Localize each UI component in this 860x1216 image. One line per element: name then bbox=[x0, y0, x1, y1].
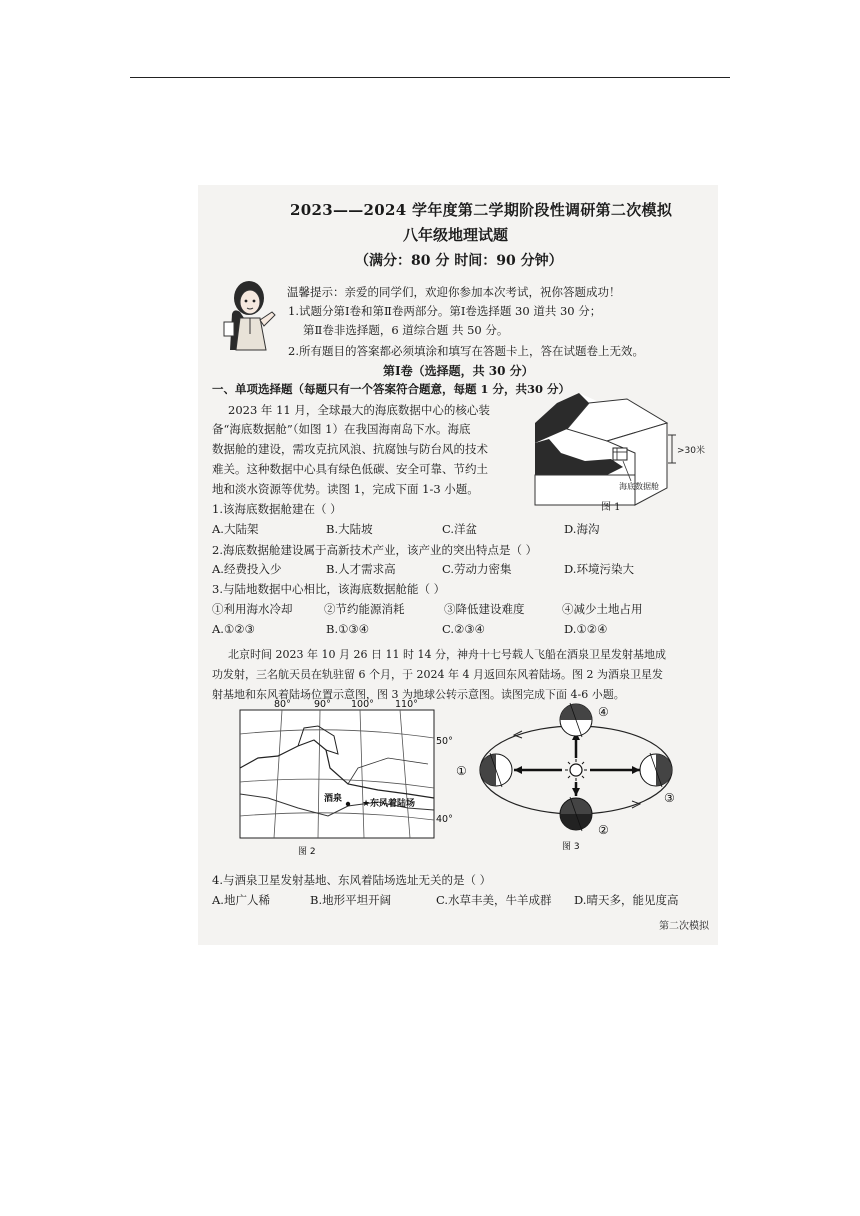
q4-option-d: D.晴天多，能见度高 bbox=[574, 893, 679, 907]
q1-option-a: A.大陆架 bbox=[212, 522, 259, 536]
fig1-device-label: 海底数据舱 bbox=[619, 482, 659, 491]
passage1-line: 数据舱的建设，需攻克抗风浪、抗腐蚀与防台风的技术 bbox=[212, 442, 488, 456]
q4-option-a: A.地广人稀 bbox=[212, 893, 270, 907]
q3-statement-2: ②节约能源消耗 bbox=[324, 602, 405, 616]
q1-stem: 1.该海底数据舱建在（ ） bbox=[212, 502, 342, 516]
q2-option-b: B.人才需求高 bbox=[326, 562, 396, 576]
lat-label: 40° bbox=[436, 814, 453, 825]
figure2-caption: 图 2 bbox=[298, 847, 316, 857]
lon-label: 90° bbox=[314, 699, 331, 710]
q2-option-d: D.环境污染大 bbox=[564, 562, 634, 576]
passage1-line: 难关。这种数据中心具有绿色低碳、安全可靠、节约土 bbox=[212, 462, 488, 476]
lon-label: 110° bbox=[395, 699, 418, 710]
q3-statement-1: ①利用海水冷却 bbox=[212, 602, 293, 616]
q1-option-b: B.大陆坡 bbox=[326, 522, 373, 536]
earth-position-1-icon bbox=[480, 753, 512, 787]
section-heading: 一、单项选择题（每题只有一个答案符合题意，每题 1 分，共30 分） bbox=[212, 382, 571, 396]
passage2-line: 北京时间 2023 年 10 月 26 日 11 时 14 分，神舟十七号载人飞船在酒泉卫星发射基地成 bbox=[228, 648, 666, 661]
q3-statement-4: ④减少土地占用 bbox=[562, 602, 643, 616]
sun-icon bbox=[565, 759, 587, 781]
q4-option-c: C.水草丰美，牛羊成群 bbox=[436, 893, 552, 907]
exam-subject: 八年级地理试题 bbox=[403, 226, 509, 244]
q4-stem: 4.与酒泉卫星发射基地、东风着陆场选址无关的是（ ） bbox=[212, 873, 492, 887]
q1-option-c: C.洋盆 bbox=[442, 522, 478, 536]
map-label-dongfeng: 东风着陆场 bbox=[370, 799, 416, 809]
notice-greeting: 温馨提示：亲爱的同学们，欢迎你参加本次考试，祝你答题成功！ bbox=[287, 285, 621, 299]
passage1-line: 备“海底数据舱”（如图 1）在我国海南岛下水。海底 bbox=[212, 422, 471, 436]
exam-title: 2023——2024 学年度第二学期阶段性调研第二次模拟 bbox=[290, 201, 673, 219]
top-rule bbox=[130, 77, 730, 78]
passage2-line: 功发射，三名航天员在轨驻留 6 个月，于 2024 年 4 月返回东风着陆场。图 2 为酒泉卫星发 bbox=[212, 668, 663, 681]
page-footer-tag: 第二次模拟 bbox=[659, 921, 709, 932]
q3-stem: 3.与陆地数据中心相比，该海底数据舱能（ ） bbox=[212, 582, 446, 596]
figure2-location-map bbox=[238, 698, 460, 858]
q3-option-a: A.①②③ bbox=[212, 622, 255, 636]
lon-label: 80° bbox=[274, 699, 291, 710]
earth-position-3-icon bbox=[640, 753, 672, 787]
figure1-seabed-diagram bbox=[527, 393, 717, 513]
figure3-orbit-diagram bbox=[452, 700, 692, 852]
passage1-line: 2023 年 11 月，全球最大的海底数据中心的核心装 bbox=[228, 403, 490, 417]
orbit-label-3: ③ bbox=[664, 791, 675, 805]
earth-position-4-icon bbox=[560, 703, 592, 737]
q2-option-a: A.经费投入少 bbox=[212, 562, 282, 576]
fig1-depth-label: >30米 bbox=[677, 446, 705, 456]
teacher-avatar-icon bbox=[222, 278, 278, 352]
orbit-label-4: ④ bbox=[598, 705, 609, 719]
notice-item-1-cont: 第Ⅱ卷非选择题，6 道综合题 共 50 分。 bbox=[303, 323, 509, 337]
q3-option-d: D.①②④ bbox=[564, 622, 608, 636]
map-label-jiuquan: 酒泉 bbox=[324, 794, 343, 804]
passage2-line: 射基地和东风着陆场位置示意图，图 3 为地球公转示意图。读图完成下面 4-6 小题。 bbox=[212, 688, 625, 701]
q1-option-d: D.海沟 bbox=[564, 522, 600, 536]
orbit-label-2: ② bbox=[598, 823, 609, 837]
notice-item-2: 2.所有题目的答案都必须填涂和填写在答题卡上，答在试题卷上无效。 bbox=[288, 344, 644, 358]
figure1-caption: 图 1 bbox=[601, 502, 621, 513]
earth-position-2-icon bbox=[560, 797, 592, 831]
q3-statement-3: ③降低建设难度 bbox=[444, 602, 525, 616]
lon-label: 100° bbox=[351, 699, 374, 710]
svg-text:★: ★ bbox=[362, 799, 371, 809]
q2-stem: 2.海底数据舱建设属于高新技术产业，该产业的突出特点是（ ） bbox=[212, 543, 538, 557]
q3-option-c: C.②③④ bbox=[442, 622, 485, 636]
q3-option-b: B.①③④ bbox=[326, 622, 370, 636]
notice-item-1: 1.试题分第Ⅰ卷和第Ⅱ卷两部分。第Ⅰ卷选择题 30 道共 30 分； bbox=[288, 304, 602, 318]
lat-label: 50° bbox=[436, 736, 453, 747]
part1-title: 第Ⅰ卷（选择题，共 30 分） bbox=[383, 364, 534, 378]
orbit-label-1: ① bbox=[456, 764, 467, 778]
exam-score-time: （满分：80 分 时间：90 分钟） bbox=[355, 253, 563, 269]
passage1-line: 地和淡水资源等优势。读图 1，完成下面 1-3 小题。 bbox=[212, 482, 479, 496]
q2-option-c: C.劳动力密集 bbox=[442, 562, 512, 576]
q4-option-b: B.地形平坦开阔 bbox=[310, 893, 392, 907]
figure3-caption: 图 3 bbox=[562, 842, 580, 852]
